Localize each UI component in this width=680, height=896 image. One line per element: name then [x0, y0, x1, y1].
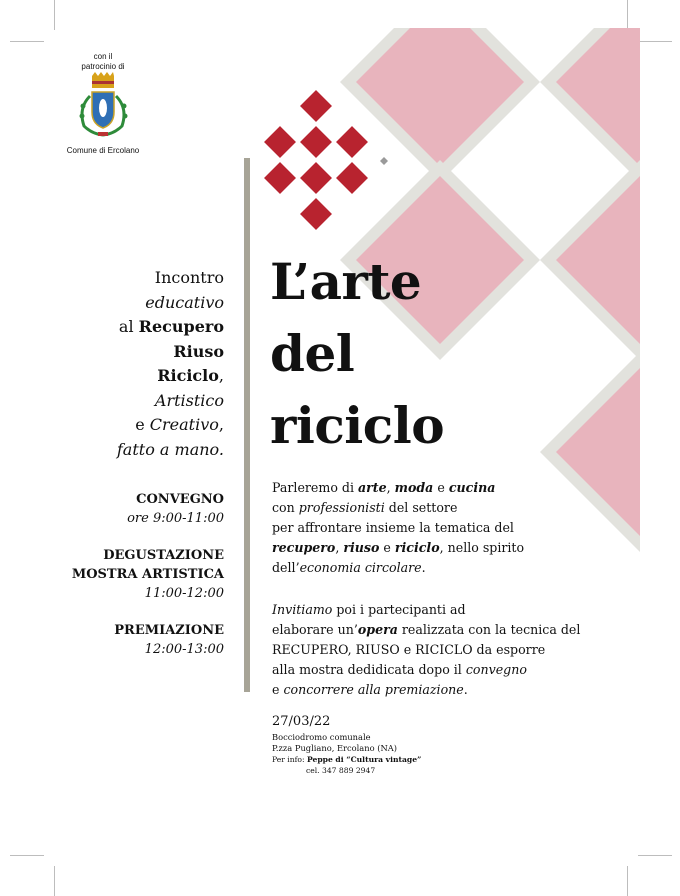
text-segment: riuso — [343, 540, 380, 555]
text-segment: , — [335, 540, 344, 555]
text-segment: e — [379, 540, 395, 555]
schedule-item-time: 12:00-13:00 — [144, 642, 224, 657]
red-diamond — [299, 89, 333, 123]
schedule-item — [40, 546, 224, 603]
text-segment: concorrere alla premiazione — [283, 682, 464, 697]
schedule-item-time: ore 9:00-11:00 — [127, 511, 224, 526]
text-segment: convegno — [465, 662, 527, 677]
text-line — [40, 364, 224, 389]
red-diamond — [263, 125, 297, 159]
red-diamond — [299, 197, 333, 231]
red-diamond-cluster — [263, 89, 369, 231]
text-segment: recupero — [272, 540, 336, 555]
red-diamond — [335, 125, 369, 159]
title-line: L’arte — [270, 252, 422, 311]
text-segment: economia circolare — [299, 560, 422, 575]
red-diamond — [299, 125, 333, 159]
description-paragraph — [272, 478, 592, 578]
contact-name: Peppe di “Cultura vintage” — [306, 755, 422, 764]
patronage-line: con il — [93, 52, 113, 61]
text-line — [272, 680, 632, 700]
text-segment: . — [421, 560, 426, 575]
text-segment: con — [272, 500, 299, 515]
text-line — [272, 640, 632, 660]
text-line — [40, 438, 224, 463]
venue-line: Bocciodromo comunale — [272, 732, 371, 742]
text-segment: Creativo — [149, 415, 219, 434]
text-segment: e — [433, 480, 449, 495]
text-segment: Riciclo — [157, 366, 219, 385]
red-diamond — [299, 161, 333, 195]
text-segment: Riuso — [173, 341, 224, 361]
text-line — [40, 291, 224, 316]
schedule-item-name: MOSTRA ARTISTICA — [71, 567, 224, 582]
text-line — [272, 478, 592, 498]
venue-line: P.zza Pugliano, Ercolano (NA) — [272, 743, 397, 753]
coat-of-arms-icon — [74, 72, 132, 144]
phone-number: cel. 347 889 2947 — [306, 766, 376, 775]
small-gray-diamond — [380, 157, 388, 165]
title-line: del — [270, 324, 355, 383]
text-line — [40, 413, 224, 438]
text-segment: poi i partecipanti ad — [332, 602, 466, 617]
schedule-item-name: DEGUSTAZIONE — [103, 548, 224, 563]
text-segment: arte — [358, 480, 387, 495]
pink-diamond-1 — [340, 0, 540, 182]
event-schedule — [40, 490, 224, 677]
text-segment: Artistico — [154, 390, 224, 410]
patronage-line: patrocinio di — [81, 62, 125, 71]
vertical-divider — [244, 158, 250, 692]
text-segment: , — [218, 366, 224, 385]
pink-diamond-2 — [540, 0, 680, 182]
text-line — [40, 266, 224, 291]
text-segment: fatto a mano. — [116, 439, 224, 459]
event-date: 27/03/22 — [272, 714, 331, 729]
text-line — [272, 498, 592, 518]
text-segment: . — [463, 682, 468, 697]
text-segment: e — [135, 415, 150, 434]
text-segment: dell’ — [272, 560, 300, 575]
text-segment: alla mostra dedidicata dopo il — [272, 662, 466, 677]
intro-text — [40, 266, 224, 462]
text-segment: Recupero — [138, 317, 224, 336]
text-line — [272, 538, 592, 558]
text-line — [40, 389, 224, 414]
text-segment: e — [272, 682, 284, 697]
text-segment: RECUPERO, RIUSO e RICICLO da esporre — [272, 642, 546, 657]
text-line — [272, 620, 632, 640]
comune-label: Comune di Ercolano — [66, 146, 140, 155]
schedule-item — [40, 490, 224, 528]
text-segment: moda — [394, 480, 434, 495]
text-segment: elaborare un’ — [272, 622, 358, 637]
schedule-item-time: 11:00-12:00 — [144, 586, 224, 601]
schedule-item-name: PREMIAZIONE — [114, 623, 224, 638]
text-segment: Parleremo di — [272, 480, 359, 495]
text-segment: , — [386, 480, 395, 495]
red-diamond — [335, 161, 369, 195]
schedule-item-name: CONVEGNO — [136, 492, 224, 507]
text-segment: cucina — [448, 480, 496, 495]
text-segment: professionisti — [298, 500, 385, 515]
text-line — [272, 518, 592, 538]
text-segment: per affrontare insieme la tematica del — [272, 520, 514, 535]
text-segment: Invitiamo — [272, 602, 333, 617]
text-line — [272, 660, 632, 680]
text-line — [40, 315, 224, 340]
pink-diamond-4 — [540, 160, 680, 360]
invitation-paragraph — [272, 600, 632, 700]
text-segment: al — [118, 317, 139, 336]
patronage-label — [60, 52, 146, 72]
text-line — [272, 600, 632, 620]
text-line — [40, 340, 224, 365]
red-diamond — [263, 161, 297, 195]
text-segment: Incontro — [154, 268, 224, 287]
text-segment: , — [218, 415, 224, 434]
venue-info — [272, 732, 397, 754]
main-title — [270, 246, 444, 462]
text-segment: riciclo — [394, 540, 440, 555]
text-segment: , nello spirito — [439, 540, 525, 555]
schedule-item — [40, 621, 224, 659]
title-line: riciclo — [270, 396, 445, 455]
text-segment: realizzata con la tecnica del — [397, 622, 581, 637]
text-segment: opera — [357, 622, 398, 637]
contact-info — [272, 754, 421, 776]
contact-prefix: Per info: — [272, 755, 307, 764]
text-segment: educativo — [145, 292, 224, 312]
text-line — [272, 558, 592, 578]
text-segment: del settore — [384, 500, 458, 515]
